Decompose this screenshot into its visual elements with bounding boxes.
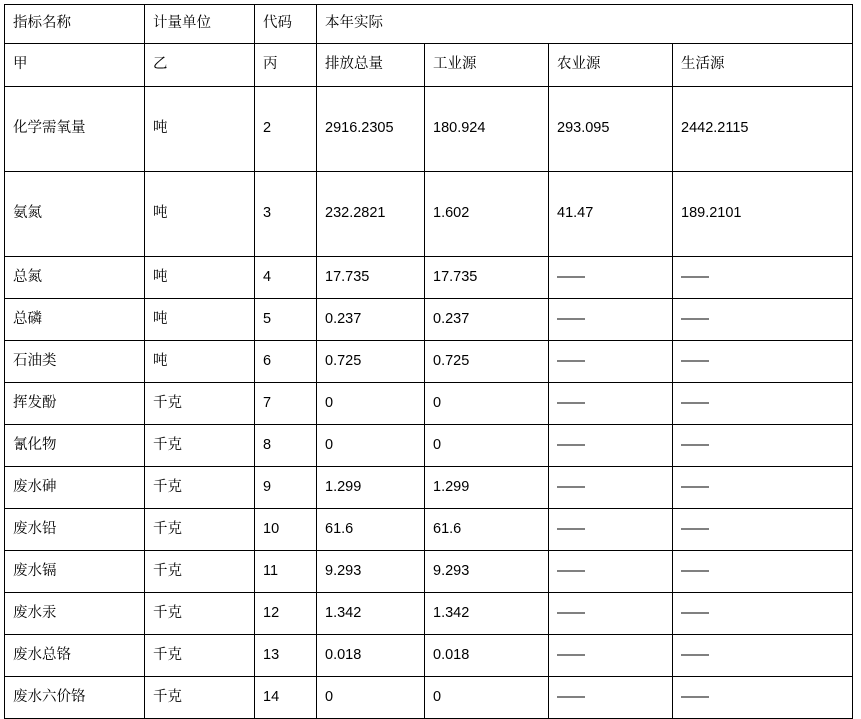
table-row xyxy=(5,425,853,467)
empty-dash: —— xyxy=(681,394,708,411)
cell-indicator-name: 氰化物 xyxy=(5,425,145,467)
cell-code: 9 xyxy=(255,467,317,509)
cell-code: 14 xyxy=(255,677,317,719)
cell-industrial: 0.725 xyxy=(425,341,549,383)
cell-domestic xyxy=(673,593,853,635)
cell-total: 0 xyxy=(317,677,425,719)
cell-agricultural xyxy=(549,593,673,635)
empty-dash: —— xyxy=(557,604,584,621)
empty-dash: —— xyxy=(681,520,708,537)
cell-code: 10 xyxy=(255,509,317,551)
cell-industrial: 61.6 xyxy=(425,509,549,551)
empty-dash: —— xyxy=(557,268,584,285)
table-body xyxy=(5,5,853,719)
table-row xyxy=(5,87,853,172)
empty-dash: —— xyxy=(557,310,584,327)
cell-indicator-name: 废水汞 xyxy=(5,593,145,635)
table-header-row xyxy=(5,5,853,44)
cell-industrial: 0.237 xyxy=(425,299,549,341)
cell-unit: 吨 xyxy=(145,87,255,172)
table-row xyxy=(5,677,853,719)
cell-code: 6 xyxy=(255,341,317,383)
header-indicator-name: 指标名称 xyxy=(5,5,145,44)
cell-agricultural xyxy=(549,635,673,677)
table-row xyxy=(5,593,853,635)
subheader-code: 丙 xyxy=(255,44,317,87)
table-row xyxy=(5,341,853,383)
cell-indicator-name: 总磷 xyxy=(5,299,145,341)
header-code: 代码 xyxy=(255,5,317,44)
table-row xyxy=(5,172,853,257)
empty-dash: —— xyxy=(681,352,708,369)
empty-dash: —— xyxy=(557,520,584,537)
cell-code: 11 xyxy=(255,551,317,593)
subheader-domestic-source: 生活源 xyxy=(673,44,853,87)
cell-domestic: 189.2101 xyxy=(673,172,853,257)
cell-agricultural: 41.47 xyxy=(549,172,673,257)
cell-agricultural xyxy=(549,551,673,593)
empty-dash: —— xyxy=(557,394,584,411)
table-row xyxy=(5,299,853,341)
subheader-unit: 乙 xyxy=(145,44,255,87)
empty-dash: —— xyxy=(557,562,584,579)
empty-dash: —— xyxy=(681,268,708,285)
cell-industrial: 0 xyxy=(425,677,549,719)
empty-dash: —— xyxy=(681,436,708,453)
cell-agricultural xyxy=(549,299,673,341)
cell-unit: 吨 xyxy=(145,257,255,299)
cell-total: 17.735 xyxy=(317,257,425,299)
cell-agricultural xyxy=(549,383,673,425)
cell-industrial: 1.342 xyxy=(425,593,549,635)
cell-domestic xyxy=(673,299,853,341)
cell-agricultural xyxy=(549,341,673,383)
cell-domestic xyxy=(673,467,853,509)
cell-industrial: 1.299 xyxy=(425,467,549,509)
empty-dash: —— xyxy=(557,352,584,369)
table-row xyxy=(5,383,853,425)
cell-total: 1.299 xyxy=(317,467,425,509)
cell-total: 9.293 xyxy=(317,551,425,593)
cell-unit: 千克 xyxy=(145,383,255,425)
pollutant-discharge-table xyxy=(4,4,853,719)
cell-agricultural: 293.095 xyxy=(549,87,673,172)
cell-industrial: 180.924 xyxy=(425,87,549,172)
cell-total: 0.725 xyxy=(317,341,425,383)
cell-indicator-name: 废水镉 xyxy=(5,551,145,593)
empty-dash: —— xyxy=(681,478,708,495)
empty-dash: —— xyxy=(681,604,708,621)
cell-domestic xyxy=(673,677,853,719)
cell-indicator-name: 废水六价铬 xyxy=(5,677,145,719)
empty-dash: —— xyxy=(557,436,584,453)
subheader-agricultural-source: 农业源 xyxy=(549,44,673,87)
cell-agricultural xyxy=(549,467,673,509)
cell-indicator-name: 总氮 xyxy=(5,257,145,299)
cell-indicator-name: 石油类 xyxy=(5,341,145,383)
empty-dash: —— xyxy=(681,688,708,705)
cell-code: 7 xyxy=(255,383,317,425)
empty-dash: —— xyxy=(557,478,584,495)
cell-code: 2 xyxy=(255,87,317,172)
cell-code: 8 xyxy=(255,425,317,467)
cell-domestic xyxy=(673,425,853,467)
cell-code: 13 xyxy=(255,635,317,677)
cell-agricultural xyxy=(549,509,673,551)
cell-unit: 吨 xyxy=(145,299,255,341)
cell-unit: 千克 xyxy=(145,467,255,509)
cell-unit: 吨 xyxy=(145,172,255,257)
empty-dash: —— xyxy=(681,310,708,327)
cell-total: 61.6 xyxy=(317,509,425,551)
cell-indicator-name: 化学需氧量 xyxy=(5,87,145,172)
cell-total: 0 xyxy=(317,383,425,425)
cell-total: 0.018 xyxy=(317,635,425,677)
cell-total: 2916.2305 xyxy=(317,87,425,172)
cell-code: 12 xyxy=(255,593,317,635)
table-row xyxy=(5,467,853,509)
cell-agricultural xyxy=(549,677,673,719)
cell-unit: 千克 xyxy=(145,509,255,551)
cell-domestic xyxy=(673,509,853,551)
table-row xyxy=(5,509,853,551)
cell-unit: 千克 xyxy=(145,593,255,635)
empty-dash: —— xyxy=(681,562,708,579)
table-subheader-row xyxy=(5,44,853,87)
table-row xyxy=(5,551,853,593)
table-row xyxy=(5,257,853,299)
cell-industrial: 0 xyxy=(425,425,549,467)
cell-industrial: 0 xyxy=(425,383,549,425)
cell-domestic xyxy=(673,551,853,593)
empty-dash: —— xyxy=(557,646,584,663)
cell-indicator-name: 废水铅 xyxy=(5,509,145,551)
cell-total: 1.342 xyxy=(317,593,425,635)
cell-total: 0.237 xyxy=(317,299,425,341)
cell-domestic xyxy=(673,257,853,299)
empty-dash: —— xyxy=(557,688,584,705)
cell-code: 4 xyxy=(255,257,317,299)
cell-indicator-name: 废水砷 xyxy=(5,467,145,509)
cell-indicator-name: 废水总铬 xyxy=(5,635,145,677)
cell-industrial: 17.735 xyxy=(425,257,549,299)
cell-code: 3 xyxy=(255,172,317,257)
cell-agricultural xyxy=(549,257,673,299)
cell-agricultural xyxy=(549,425,673,467)
empty-dash: —— xyxy=(681,646,708,663)
cell-domestic xyxy=(673,341,853,383)
cell-domestic: 2442.2115 xyxy=(673,87,853,172)
cell-domestic xyxy=(673,635,853,677)
subheader-industrial-source: 工业源 xyxy=(425,44,549,87)
cell-unit: 千克 xyxy=(145,635,255,677)
header-current-year-actual: 本年实际 xyxy=(317,5,853,44)
cell-total: 0 xyxy=(317,425,425,467)
cell-code: 5 xyxy=(255,299,317,341)
cell-unit: 吨 xyxy=(145,341,255,383)
cell-indicator-name: 挥发酚 xyxy=(5,383,145,425)
cell-industrial: 9.293 xyxy=(425,551,549,593)
table-row xyxy=(5,635,853,677)
cell-total: 232.2821 xyxy=(317,172,425,257)
cell-indicator-name: 氨氮 xyxy=(5,172,145,257)
cell-industrial: 1.602 xyxy=(425,172,549,257)
cell-unit: 千克 xyxy=(145,677,255,719)
subheader-indicator-name: 甲 xyxy=(5,44,145,87)
cell-unit: 千克 xyxy=(145,425,255,467)
cell-unit: 千克 xyxy=(145,551,255,593)
cell-industrial: 0.018 xyxy=(425,635,549,677)
header-unit: 计量单位 xyxy=(145,5,255,44)
cell-domestic xyxy=(673,383,853,425)
subheader-total-discharge: 排放总量 xyxy=(317,44,425,87)
